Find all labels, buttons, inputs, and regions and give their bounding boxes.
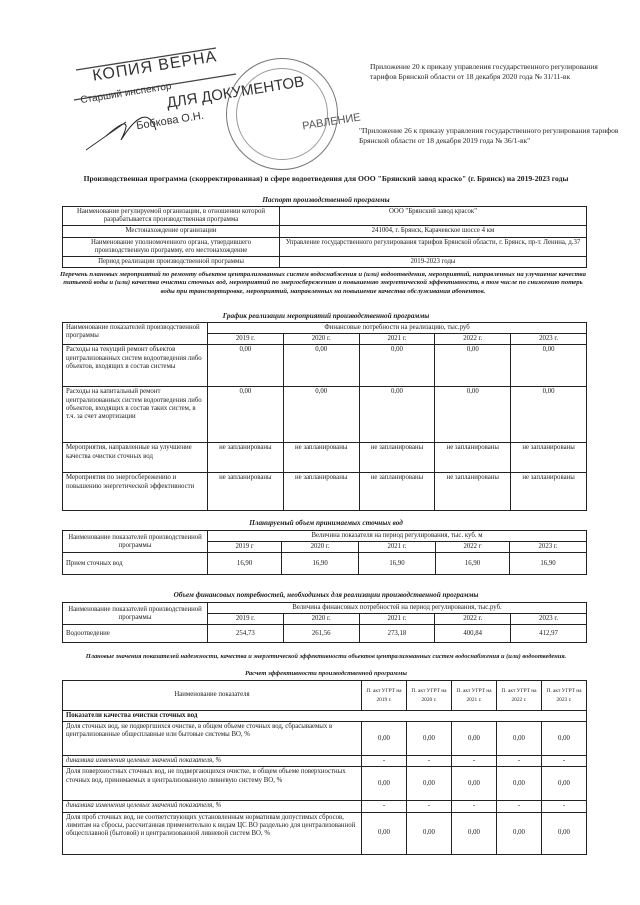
cell-value: -: [452, 801, 497, 812]
cell-value: 0,00: [359, 345, 435, 387]
certification-stamp: [66, 40, 362, 158]
cell-value: не запланированы: [283, 473, 359, 511]
year-header: П. акт УГРТ на 2023 г.: [542, 681, 587, 711]
cell-value: 0,00: [497, 767, 542, 801]
schedule-heading: График реализации мероприятий производственной программы: [222, 312, 430, 320]
table-header-row: [63, 531, 587, 542]
finance-col-group: Величина финансовых потребностей на период регулирования, тыс.руб.: [208, 603, 587, 614]
finance-table: [62, 602, 587, 643]
row-label: Расходы на текущий ремонт объектов централизованных систем водоотведения либо объектов, входящих в состав системы: [63, 345, 208, 387]
section-label: Показатели качества очистки сточных вод: [63, 711, 587, 722]
cell-value: 261,56: [283, 625, 359, 643]
cell-value: 0,00: [511, 345, 587, 387]
cell-value: не запланированы: [208, 473, 284, 511]
table-header-row: [63, 323, 587, 334]
cell-value: не запланированы: [511, 473, 587, 511]
table-row: [63, 756, 587, 767]
cell-value: -: [362, 756, 407, 767]
row-label: Доля проб сточных вод, не соответствующих установленным нормативам допустимых сбросов, лимитам на сбросы, рассчитанная применительно к видам ЦС ВО раздельно для централизованной общесплавной (бытовой) и централизованной ливневой систем ВО, %: [63, 812, 362, 854]
table-row: [63, 207, 587, 226]
passport-heading: Паспорт производственной программы: [262, 196, 390, 204]
cell-value: 0,00: [362, 767, 407, 801]
cell-value: не запланированы: [359, 443, 435, 473]
cell-value: 254,73: [208, 625, 284, 643]
passport-label: Местонахождение организации: [63, 226, 280, 237]
year-header: П. акт УГРТ на 2022 г.: [497, 681, 542, 711]
passport-value: Управление государственного регулирования тарифов Брянской области, г. Брянск, пр-т. Ленина, д.37: [280, 237, 587, 256]
cell-value: 0,00: [283, 387, 359, 443]
cell-value: не запланированы: [435, 443, 511, 473]
row-label: Мероприятия по энергосбережению и повышению энергетической эффективности: [63, 473, 208, 511]
cell-value: не запланированы: [208, 443, 284, 473]
row-label: Доля поверхностных сточных вод, не подвергающихся очистке, в общем объеме поверхностных сточных вод, принимаемых в централизованную ливневую систему ВО, %: [63, 767, 362, 801]
cell-value: 0,00: [407, 722, 452, 756]
cell-value: 0,00: [359, 387, 435, 443]
cell-value: -: [497, 756, 542, 767]
cell-value: не запланированы: [435, 473, 511, 511]
cell-value: 273,18: [359, 625, 435, 643]
table-row: [63, 387, 587, 443]
year-header: П. акт УГРТ на 2019 г.: [362, 681, 407, 711]
table-row: [63, 237, 587, 256]
year-header: 2019 г.: [208, 614, 284, 625]
page-title: Производственная программа (скорректированная) в сфере водоотведения для ООО "Брянский завод краско" (г. Брянск) на 2019-2023 годы: [83, 174, 569, 183]
efficiency-heading: Расчет эффективности производственной программы: [245, 670, 407, 677]
cell-value: 412,97: [511, 625, 587, 643]
row-label: Доля сточных вод, не подвергшихся очистке, в общем объеме сточных вод, сбрасываемых в централизованные общесплавные или бытовые системы ВО, %: [63, 722, 362, 756]
cell-value: -: [452, 756, 497, 767]
table-header-row: [63, 681, 587, 711]
cell-value: 16,90: [359, 553, 436, 575]
year-header: 2022 г.: [435, 334, 511, 345]
stamp-name-label: Бобкова О.Н.: [135, 109, 205, 133]
table-row: [63, 801, 587, 812]
year-header: 2019 г: [208, 542, 282, 553]
cell-value: 0,00: [452, 722, 497, 756]
year-header: 2021 г.: [359, 614, 435, 625]
cell-value: 0,00: [435, 345, 511, 387]
cell-value: 0,00: [497, 722, 542, 756]
row-label: Прием сточных вод: [63, 553, 208, 575]
row-label: Водоотведение: [63, 625, 208, 643]
cell-value: -: [542, 756, 587, 767]
year-header: 2023 г.: [510, 542, 587, 553]
efficiency-col-name: Наименование показателя: [63, 681, 362, 711]
volume-heading: Планируемый объем принимаемых сточных вод: [249, 519, 403, 527]
table-row: [63, 553, 587, 575]
year-header: П. акт УГРТ на 2020 г.: [407, 681, 452, 711]
cell-value: 16,90: [435, 553, 509, 575]
seal-text: РАВЛЕНИЕ: [301, 111, 362, 133]
volume-table: [62, 530, 587, 575]
passport-label: Наименование регулируемой организации, в отношении которой разрабатывается производственная программа: [63, 207, 280, 226]
cell-value: 0,00: [208, 345, 284, 387]
stamp-inspector-label: Старший инспектор: [79, 80, 173, 107]
year-header: П. акт УГРТ на 2021 г.: [452, 681, 497, 711]
year-header: 2022 г: [435, 542, 509, 553]
cell-value: 0,00: [435, 387, 511, 443]
row-label: динамика изменения целевых значений показателя, %: [63, 801, 362, 812]
year-header: 2023 г.: [511, 334, 587, 345]
cell-value: 16,90: [282, 553, 359, 575]
year-header: 2019 г.: [208, 334, 284, 345]
passport-table: [62, 206, 587, 268]
finance-heading: Объем финансовых потребностей, необходимых для реализации производственной программы: [173, 591, 479, 599]
year-header: 2020 г.: [282, 542, 359, 553]
annex-note-2019: "Приложение 26 к приказу управления государственного регулирования тарифов Брянской области от 18 декабря 2019 года № 36/1-вк": [359, 126, 619, 145]
table-row: [63, 345, 587, 387]
year-header: 2020 г.: [283, 614, 359, 625]
cell-value: 0,00: [542, 767, 587, 801]
row-label: динамика изменения целевых значений показателя, %: [63, 756, 362, 767]
table-header-row: [63, 603, 587, 614]
cell-value: 0,00: [208, 387, 284, 443]
volume-col-name: Наименование показателей производственной программы: [63, 531, 208, 553]
cell-value: не запланированы: [511, 443, 587, 473]
cell-value: не запланированы: [359, 473, 435, 511]
cell-value: 0,00: [542, 812, 587, 854]
table-row: [63, 226, 587, 237]
table-row: [63, 767, 587, 801]
year-header: 2021 г.: [359, 334, 435, 345]
year-header: 2021 г.: [359, 542, 436, 553]
table-row: [63, 257, 587, 268]
stamp-copy-label: КОПИЯ ВЕРНА: [91, 48, 219, 85]
year-header: 2023 г.: [511, 614, 587, 625]
cell-value: 0,00: [452, 767, 497, 801]
cell-value: 0,00: [497, 812, 542, 854]
schedule-col-group: Финансовые потребности на реализацию, тыс.руб: [208, 323, 587, 334]
table-row: [63, 625, 587, 643]
row-label: Расходы на капитальный ремонт централизованных систем водоотведения либо объектов, входящих в состав таких систем, в т.ч. за счет амортизации: [63, 387, 208, 443]
finance-col-name: Наименование показателей производственной программы: [63, 603, 208, 625]
table-row: [63, 722, 587, 756]
year-header: 2022 г.: [435, 614, 511, 625]
cell-value: 400,84: [435, 625, 511, 643]
efficiency-table: [62, 680, 587, 855]
annex-note-2020: Приложение 20 к приказу управления государственного регулирования тарифов Брянской области от 18 декабря 2020 года № 31/11-вк: [370, 62, 598, 81]
table-row: [63, 443, 587, 473]
cell-value: -: [407, 801, 452, 812]
cell-value: 0,00: [452, 812, 497, 854]
stamp-docs-label: ДЛЯ ДОКУМЕНТОВ: [165, 73, 306, 112]
cell-value: 16,90: [510, 553, 587, 575]
year-header: 2020 г.: [283, 334, 359, 345]
passport-label: Период реализации производственной программы: [63, 257, 280, 268]
table-section-row: [63, 711, 587, 722]
passport-value: ООО "Брянский завод красок": [280, 207, 587, 226]
table-row: [63, 812, 587, 854]
cell-value: 0,00: [362, 722, 407, 756]
cell-value: -: [362, 801, 407, 812]
passport-label: Наименование уполномоченного органа, утвердившего производственную программу, его местонахождение: [63, 237, 280, 256]
measures-paragraph: Перечень плановых мероприятий по ремонту объектов централизованных систем водоснабжения и (или) водоотведения, мероприятий, направленных на улучшение качества питьевой воды и (или) качества очистки сточных вод, мероприятий по энергосбережению и повышению энергетической эффективности, в том числе по снижению потерь воды при транспортировке, мероприятий, направленных на повышение качества обслуживания абонентов.: [60, 271, 586, 295]
cell-value: 0,00: [283, 345, 359, 387]
planned-values-heading: Плановые значения показателей надежности, качества и энергетической эффективности объектов централизованных систем водоснабжения и (или) водоотведения.: [85, 653, 567, 660]
cell-value: -: [407, 756, 452, 767]
cell-value: 0,00: [362, 812, 407, 854]
cell-value: не запланированы: [283, 443, 359, 473]
cell-value: 0,00: [511, 387, 587, 443]
cell-value: 0,00: [542, 722, 587, 756]
passport-value: 241004, г. Брянск, Карачевское шоссе 4 км: [280, 226, 587, 237]
cell-value: 0,00: [407, 767, 452, 801]
volume-col-group: Величина показателя на период регулирования, тыс. куб. м: [208, 531, 587, 542]
schedule-col-name: Наименование показателей производственной программы: [63, 323, 208, 345]
cell-value: 16,90: [208, 553, 282, 575]
cell-value: 0,00: [407, 812, 452, 854]
table-row: [63, 473, 587, 511]
cell-value: -: [542, 801, 587, 812]
passport-value: 2019-2023 годы: [280, 257, 587, 268]
cell-value: -: [497, 801, 542, 812]
row-label: Мероприятия, направленные на улучшение качества очистки сточных вод: [63, 443, 208, 473]
schedule-table: [62, 322, 587, 511]
